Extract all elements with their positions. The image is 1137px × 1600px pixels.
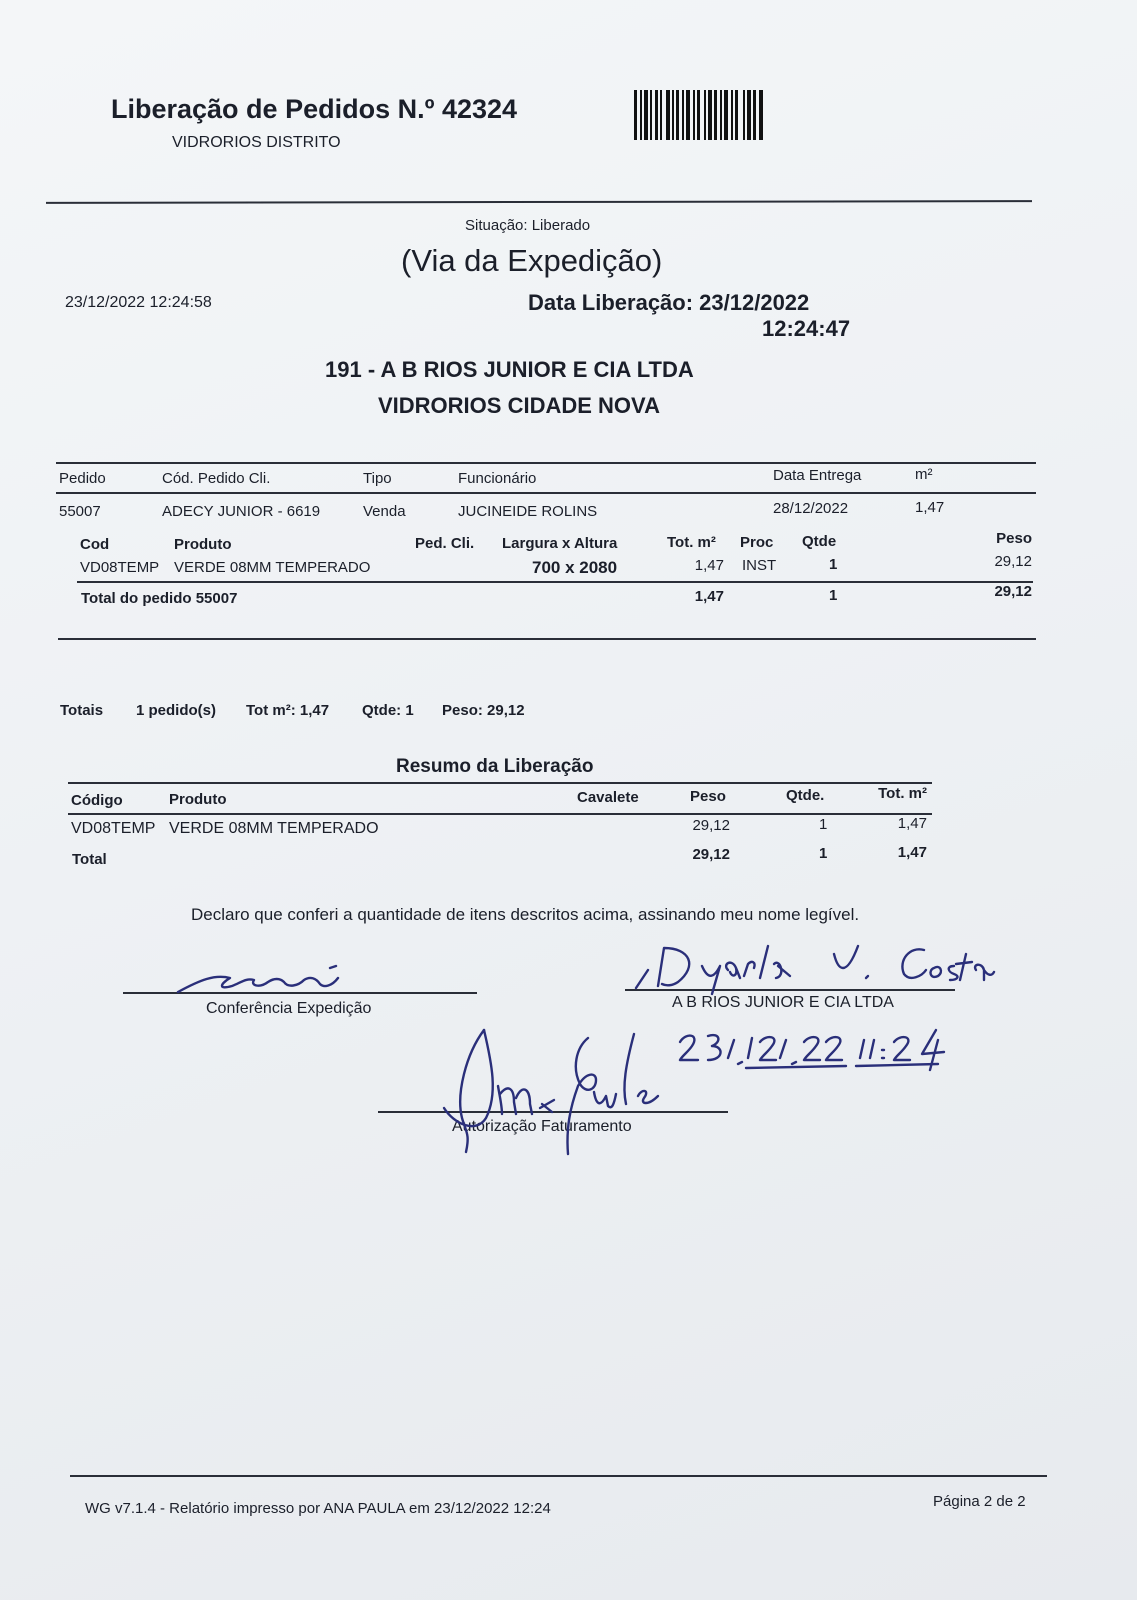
resumo-total-peso: 29,12 [692, 846, 730, 863]
printed-datetime: 23/12/2022 12:24:58 [65, 294, 212, 311]
order-end-rule [58, 638, 1036, 640]
resumo-peso: 29,12 [692, 817, 730, 834]
item-col-tot-m2: Tot. m² [667, 534, 716, 551]
resumo-col-tot-m2: Tot. m² [878, 785, 927, 802]
col-data-entrega: Data Entrega [773, 467, 862, 484]
order-cod-pedido-cli: ADECY JUNIOR - 6619 [162, 503, 321, 520]
cliente-handwritten-signature-icon [628, 936, 1000, 998]
totals-label: Totais [60, 702, 104, 719]
resumo-header-rule [68, 813, 932, 815]
item-proc: INST [742, 557, 777, 574]
conferencia-label: Conferência Expedição [206, 1000, 372, 1017]
order-header-rule [56, 492, 1036, 494]
col-tipo: Tipo [363, 470, 392, 487]
resumo-top-rule [68, 782, 932, 784]
client-name: 191 - A B RIOS JUNIOR E CIA LTDA [325, 357, 694, 382]
col-pedido: Pedido [59, 470, 106, 487]
item-largura-altura: 700 x 2080 [532, 558, 618, 577]
item-total-rule [77, 581, 1033, 583]
order-funcionario: JUCINEIDE ROLINS [458, 503, 598, 520]
resumo-total-tot-m2: 1,47 [897, 844, 927, 861]
footer-page-number: Página 2 de 2 [933, 1493, 1026, 1510]
item-cod: VD08TEMP [80, 559, 160, 576]
totals-peso: Peso: 29,12 [442, 702, 525, 719]
footer-printed-by: WG v7.1.4 - Relatório impresso por ANA PAULA em 23/12/2022 12:24 [85, 1500, 551, 1517]
order-total-label: Total do pedido 55007 [81, 590, 238, 607]
order-table-top-rule [56, 462, 1036, 464]
declaration-text: Declaro que conferi a quantidade de itens descritos acima, assinando meu nome legível. [191, 905, 860, 924]
col-m2: m² [915, 466, 933, 483]
resumo-produto: VERDE 08MM TEMPERADO [169, 820, 379, 837]
conferencia-signature-icon [170, 960, 360, 1000]
data-liberacao-time: 12:24:47 [762, 316, 851, 341]
footer-rule [70, 1475, 1047, 1477]
client-store: VIDRORIOS CIDADE NOVA [378, 393, 660, 418]
totals-pedidos: 1 pedido(s) [136, 702, 217, 719]
col-cod-pedido-cli: Cód. Pedido Cli. [162, 470, 271, 487]
item-peso: 29,12 [994, 553, 1032, 570]
autorizacao-signature-icon [436, 1024, 666, 1156]
via-label: (Via da Expedição) [401, 243, 663, 278]
resumo-col-qtde: Qtde. [786, 787, 825, 804]
data-liberacao: Data Liberação: 23/12/2022 [528, 290, 810, 315]
item-col-cod: Cod [80, 536, 110, 553]
order-data-entrega: 28/12/2022 [773, 500, 849, 517]
order-pedido: 55007 [59, 503, 101, 520]
resumo-total-qtde: 1 [819, 845, 828, 862]
cliente-label: A B RIOS JUNIOR E CIA LTDA [672, 994, 894, 1011]
item-qtde: 1 [829, 556, 838, 573]
situacao-label: Situação: Liberado [465, 217, 591, 234]
resumo-codigo: VD08TEMP [71, 820, 156, 837]
item-col-peso: Peso [996, 530, 1032, 547]
item-col-ped-cli: Ped. Cli. [415, 535, 475, 552]
order-m2: 1,47 [915, 499, 945, 516]
item-col-proc: Proc [740, 534, 774, 551]
order-total-m2: 1,47 [694, 588, 724, 605]
document-title: Liberação de Pedidos N.º 42324 [111, 94, 518, 124]
order-total-peso: 29,12 [994, 583, 1032, 600]
resumo-col-codigo: Código [71, 792, 123, 809]
barcode-icon [634, 90, 806, 140]
totals-tot-m2: Tot m²: 1,47 [246, 702, 330, 719]
totals-qtde: Qtde: 1 [362, 702, 414, 719]
resumo-total-label: Total [72, 851, 107, 868]
item-col-qtde: Qtde [802, 533, 837, 550]
col-funcionario: Funcionário [458, 470, 537, 487]
order-total-qtde: 1 [829, 587, 838, 604]
resumo-col-cavalete: Cavalete [577, 789, 639, 806]
item-tot-m2: 1,47 [694, 557, 724, 574]
resumo-title: Resumo da Liberação [396, 756, 594, 777]
company-name: VIDRORIOS DISTRITO [172, 134, 341, 151]
item-col-largura-altura: Largura x Altura [502, 535, 618, 552]
item-col-produto: Produto [174, 536, 232, 553]
autorizacao-label: Autorização Faturamento [452, 1118, 632, 1135]
item-produto: VERDE 08MM TEMPERADO [174, 559, 371, 576]
order-tipo: Venda [363, 503, 406, 520]
resumo-col-peso: Peso [690, 788, 726, 805]
handwritten-date-icon [676, 1026, 976, 1084]
resumo-qtde: 1 [819, 816, 828, 833]
header-divider [46, 200, 1032, 204]
resumo-tot-m2: 1,47 [897, 815, 927, 832]
resumo-col-produto: Produto [169, 791, 227, 808]
